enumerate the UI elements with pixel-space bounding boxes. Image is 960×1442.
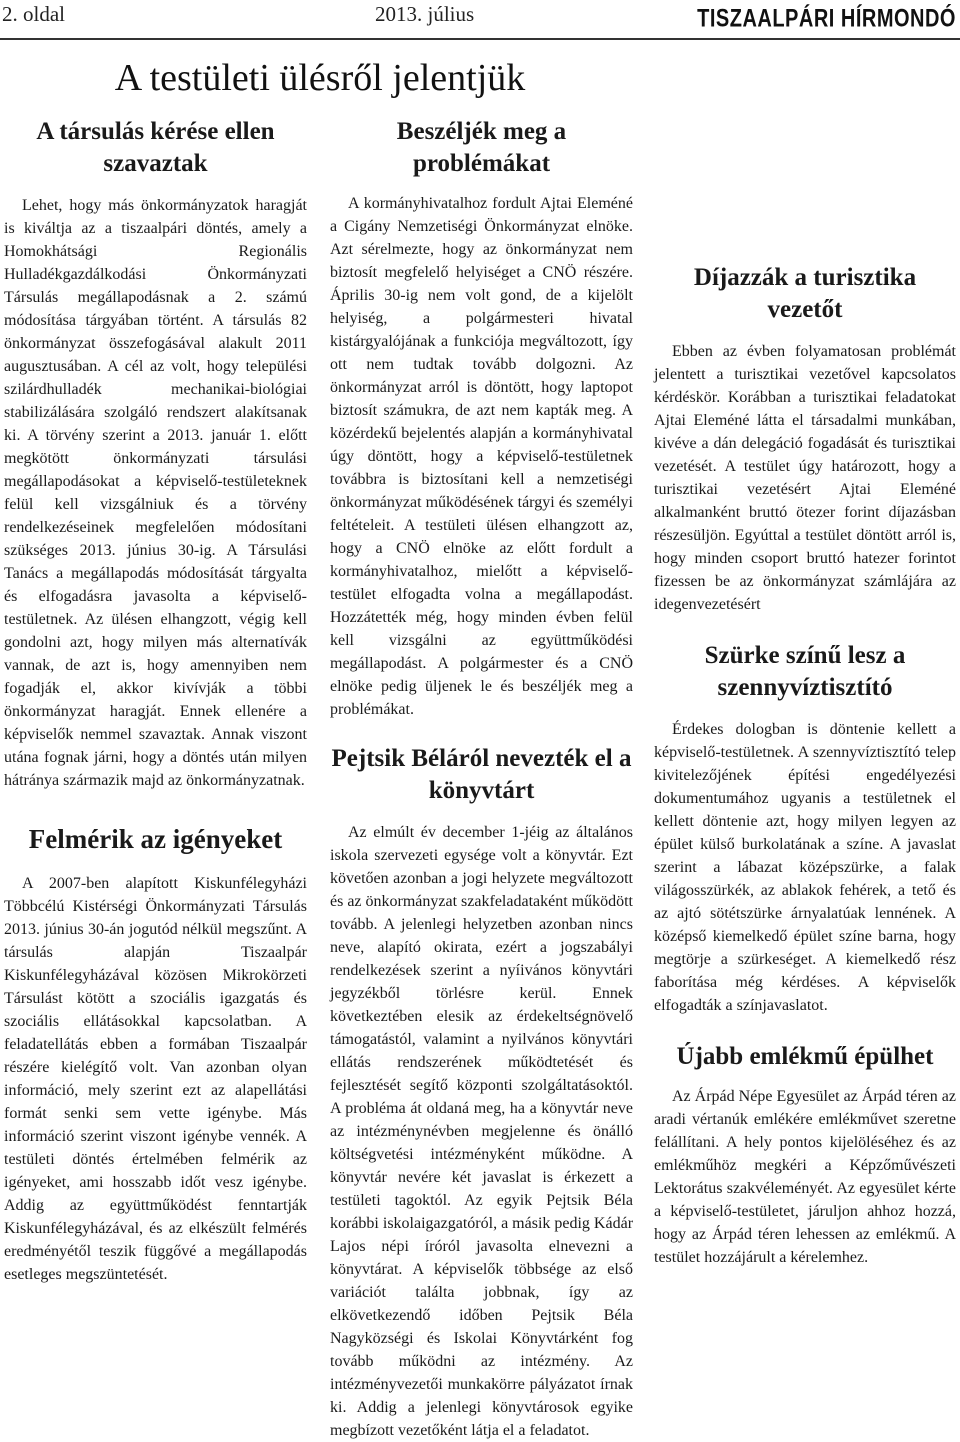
article-title-dijazzak: Díjazzák a turisztika vezetőt [693, 264, 917, 323]
column-3 [654, 222, 956, 1269]
article-title-beszeljek: Beszéljék meg a problémákat [396, 118, 567, 177]
article-body-felmerik: A 2007-ben alapított Kiskunfélegyházi Többcélú Kistérségi Önkormányzati Társulás 2013. június 30-án jogutód nélkül megszűnt. A társulás alapján Tiszaalpár Kiskunfélegyházával közösen Mikrokörzeti Társulást kötött a szociális igazgatás és szociális ellátásokkal kapcsolatban. A feladatellátás ebben a formában Tiszaalpár részére kielégítő volt. Van azonban olyan információ, mely szerint ezt az alapellátási formát senki sem vette igénybe. Más információ szerint viszont igénybe vennék. A testületi döntés értelmében felmérik az igényeket, ami hosszabb időt vesz igénybe. Addig az együttműködést fenntartják Kiskunfélegyházával, és az elkészült felmérés eredményétől teszik függővé a megállapodás esetleges megszüntetését. [4, 875, 307, 1283]
article-title-szurke: Szürke színű lesz a szennyvíztisztító [704, 642, 906, 701]
header-divider [0, 38, 960, 40]
article-title-ujabb: Újabb emlékmű épülhet [676, 1043, 934, 1070]
article-body-dijazzak: Ebben az évben folyamatosan problémát jelentett a turisztikai vezetővel kapcsolatos kérdéskör. Korábban a turisztikai feladatokat Ajtai Eleméné látta el társadalmi munkában, kivéve a dán delegáció fogadását és turisztikai vezetését. A testület úgy határozott, hogy a turisztikai vezetésért Ajtai Eleméné alkalmanként bruttó ötezer forint díjazásban részesüljön. Egyúttal a testület döntött arról is, hogy minden csoport bruttó hatezer forintot fizessen be az önkormányzat számlájára az idegenvezetésért [654, 343, 956, 613]
article-body-pejtsik: Az elmúlt év december 1-jéig az általános iskola szervezeti egysége volt a könyvtár. Ezt követően azonban a jogi helyzete megváltozott és az önkormányzat szakfeladataként működött tovább. A jelenlegi helyzetben azonban nincs neve, alapító okirata, ezért a jogszabályi rendelkezések szerint a nyíivános könyvtári jegyzékből törlésre kerül. Ennek következtében elesik az érdekeltségnövelő támogatástól, valamint a nyilvános könyvtári ellátás rendszerének működtetését és fejlesztését segítő központi szolgáltatásoktól. A probléma át oldaná meg, ha a könyvtár neve az intézménynévben megjelenne és önálló költségvetési intézményként működne. A könyvtár nevére két javaslat is érkezett a testületi tagoktól. Az egyik Pejtsik Béla korábbi iskolaigazgatóról, a másik pedig Kádár Lajos népi íróról javasolta elnevezni a könyvtárat. A képviselők többsége az első variációt találta jobbnak, így az elkövetkezendő időben Pejtsik Béla Nagyközségi és Iskolai Könyvtárként fog tovább működni az intézmény. Az intézményvezetői munkakörre pályázatot írnak ki. Addig a jelenlegi könyvtárosok egyike megbízott vezetőként látja el a feladatot. [330, 824, 634, 1439]
main-title: A testületi ülésről jelentjük [114, 57, 526, 99]
article-title-felmerik: Felmérik az igényeket [28, 824, 283, 854]
article-body-szurke: Érdekes dologban is döntenie kellett a képviselő-testületnek. A szennyvíztisztító telep kivitelezőjének építési engedélyezési dokumentumához ugyanis a testületnek el kellett döntenie azt, hogy milyen legyen az épület külső burkolatának a színe. A javaslat szerint a lábazat középszürke, a falak világosszürkék, az ablakok fehérek, a tető és az ajtó sötétszürke árnyalatúak lennének. A középső kiemelkedő épület színe barna, hogy megtörje a szürkeséget. A kiemelkedő rész faborítása még kérdéses. A képviselők elfogadták a színjavaslatot. [654, 721, 956, 1014]
article-title-pejtsik: Pejtsik Béláról nevezték el a könyvtárt [331, 745, 632, 804]
newspaper-logo: TISZAALPÁRI HÍRMONDÓ [697, 5, 956, 33]
column-1 [4, 116, 307, 1286]
article-body-beszeljek: A kormányhivatalhoz fordult Ajtai Eleméné a Cigány Nemzetiségi Önkormányzat elnöke. Azt sérelmezte, hogy az önkormányzat nem biztosít megfelelő helyiséget a CNÖ részére. Április 30-ig nem volt gond, de a kijelölt helyiség, a polgármesteri hivatal kistárgyalójának a funkciója megváltozott, így ott nem tudtak tovább dolgozni. Az önkormányzat arról is döntött, hogy laptopot biztosít számukra, de azt nem kapták meg. A közérdekű bejelentés alapján a kormányhivatal úgy döntött, hogy a képviselő-testületnek továbbra is biztosítani kell a nemzetiségi önkormányzat működésének tárgyi és személyi feltételeit. A testületi ülésen elhangzott az, hogy a CNÖ elnöke az előtt fordult a kormányhivatalhoz, mielőtt a képviselő-testület elfogadta volna a megállapodást. Hozzátették még, hogy minden évben felül kell vizsgálni az együttműködési megállapodást. A polgármester és a CNÖ elnöke pedig üljenek le és beszéljék meg a problémákat. [330, 195, 633, 718]
article-body-ujabb: Az Árpád Népe Egyesület az Árpád téren az aradi vértanúk emlékére emlékművet szeretne felállítani. A hely pontos kijelöléséhez és az emlékműhöz megkéri a Képzőművészeti Lektorátus szakvéleményét. Az egyesület kérte a képviselő-testületet, járuljon ahhoz hozzá, hogy az Árpád téren lehessen az emlékmű. A testület hozzájárult a kérelemhez. [654, 1088, 956, 1266]
column-2 [330, 116, 633, 1442]
page-header [0, 0, 960, 34]
issue-date: 2013. július [375, 2, 475, 26]
article-body-tarsulas: Lehet, hogy más önkormányzatok haragját is kiváltja az a tiszaalpári döntés, amely a Homokhátsági Regionális Hulladékgazdálkodási Önkormányzati Társulás megállapodásnak a 2. számú módosítása tárgyában történt. A társulás 82 önkormányzat összefogásával alakult 2011 augusztusában. A cél az volt, hogy települési szilárdhulladék mechanikai-biológiai stabilizálására szolgáló rendszert alakítsanak ki. A törvény szerint a 2013. január 1. előtt megkötött önkormányzati társulási megállapodásokat a képviselő-testületeknek felül kell vizsgálniuk és a törvény rendelkezéseinek megfelelően módosítani szükséges 2013. június 30-ig. A Társulási Tanács a megállapodás módosítását tárgyalta és elfogadásra javasolta a képviselő-testületnek. Az ülésen elhangzott, végig kell gondolni azt, hogy milyen más alternatívák vannak, de azt is, hogy amennyiben nem fogadják el, akkor kivívják a többi önkormányzat haragját. Ennek ellenére a képviselők nemmel szavaztak. Annak viszont utána fognak járni, hogy a döntés után milyen hátránya származik majd az önkormányzatnak. [4, 197, 307, 789]
article-title-tarsulas: A társulás kérése ellen szavaztak [36, 118, 275, 177]
page-number: 2. oldal [2, 2, 65, 26]
